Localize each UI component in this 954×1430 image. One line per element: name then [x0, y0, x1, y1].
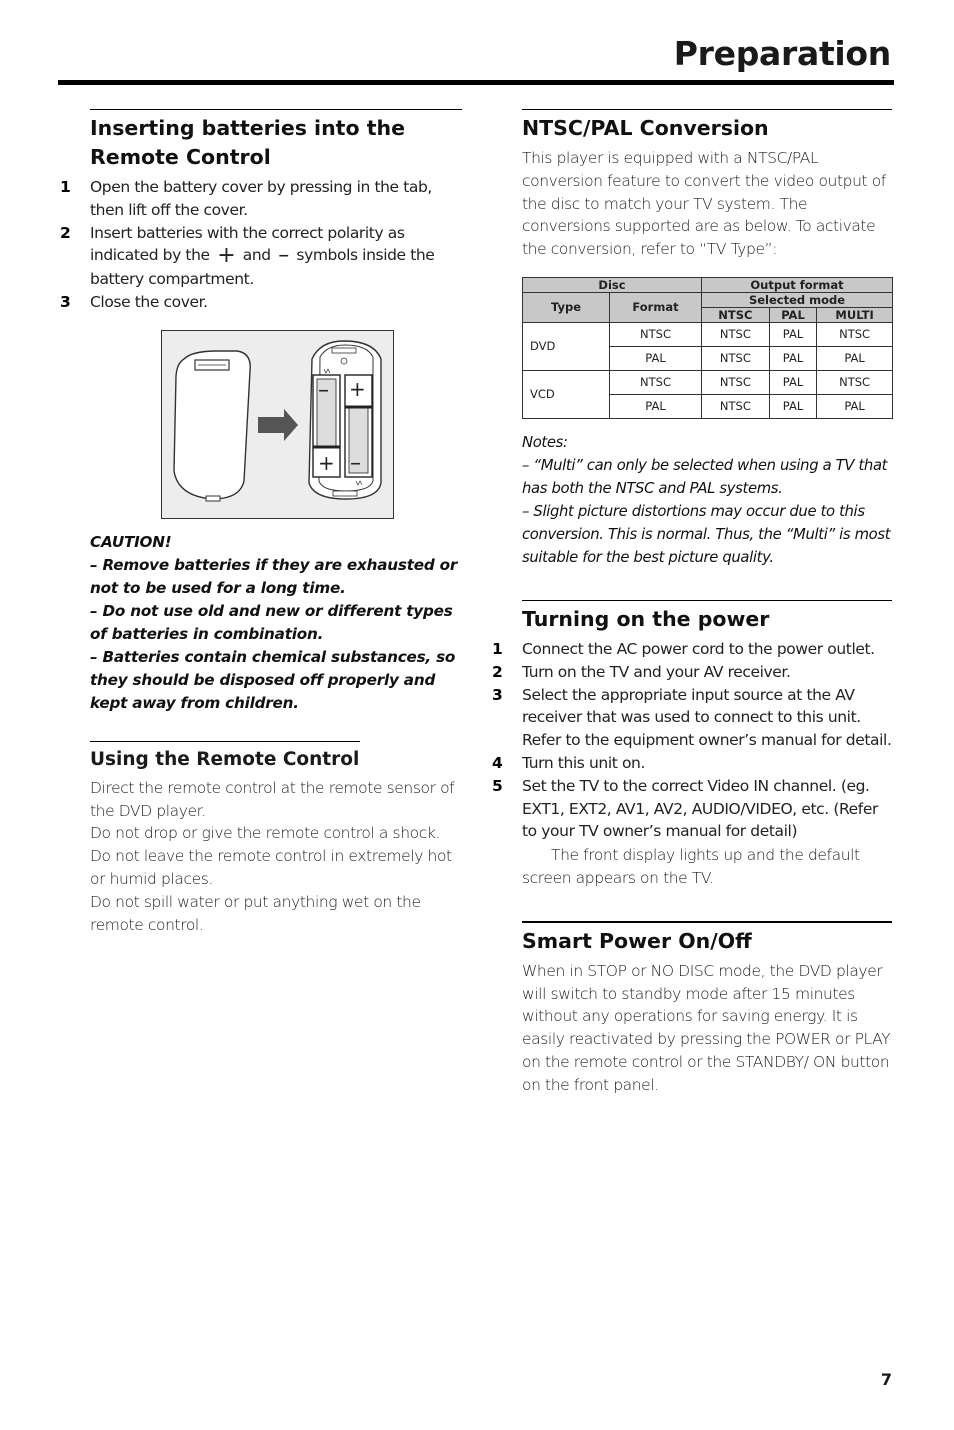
step-text: Turn this unit on.: [522, 753, 645, 772]
step-text: Insert batteries with the correct polarity as indicated by the: [90, 223, 405, 265]
note-item: – “Multi” can only be selected when using a TV that has both the NTSC and PAL systems.: [522, 456, 888, 497]
header-ntsc: NTSC: [702, 307, 770, 322]
section-power: [490, 600, 892, 890]
header-format: Format: [610, 292, 702, 322]
cell-multi: NTSC: [817, 322, 893, 346]
remote-battery-illustration-icon: [162, 331, 393, 518]
step-item: [490, 752, 892, 775]
table-row: [523, 370, 893, 394]
notes-block: [522, 431, 892, 569]
power-after-text: The front display lights up and the default screen appears on the TV.: [522, 846, 860, 887]
paragraph: Do not leave the remote control in extremely hot or humid places.: [90, 847, 452, 888]
paragraph: Do not spill water or put anything wet on the remote control.: [90, 892, 421, 934]
caution-item: – Remove batteries if they are exhausted or not to be used for a long time.: [90, 555, 458, 597]
battery-steps: [58, 176, 462, 314]
cell-pal: PAL: [769, 346, 816, 370]
caution-item: – Batteries contain chemical substances, so they should be disposed off properly and kept away from children.: [90, 647, 456, 712]
ntsc-intro: This player is equipped with a NTSC/PAL conversion feature to convert the video output of the disc to match your TV system. The conversions supported are as below. To activate the conversion, refer to “TV Type”:: [522, 149, 886, 259]
cell-type: VCD: [523, 370, 610, 418]
cell-ntsc: NTSC: [702, 394, 770, 418]
section-title-remote: Using the Remote Control: [90, 748, 360, 770]
step-number: 1: [60, 178, 71, 196]
step-text: symbols inside the battery compartment.: [90, 246, 435, 289]
section-rule: [90, 741, 360, 742]
step-number: 2: [492, 662, 503, 681]
notes-title: Notes:: [522, 433, 568, 451]
header-output-format: Output format: [702, 277, 893, 292]
step-number: 5: [492, 776, 503, 795]
step-text: Select the appropriate input source at the AV receiver that was used to connect to this unit. Refer to the equipment owner’s manual for detail.: [522, 685, 892, 750]
step-number: 4: [492, 753, 503, 772]
cell-pal: PAL: [769, 322, 816, 346]
step-item: [58, 176, 462, 222]
caution-block: [90, 531, 462, 715]
caution-title: CAUTION!: [90, 532, 172, 551]
step-text: Close the cover.: [90, 292, 208, 311]
section-rule: [90, 109, 462, 110]
cell-multi: NTSC: [817, 370, 893, 394]
step-text: Set the TV to the correct Video IN channel. (eg. EXT1, EXT2, AV1, AV2, AUDIO/VIDEO, etc. (Refer to your TV owner’s manual for detail): [522, 776, 878, 841]
cell-format: PAL: [610, 346, 702, 370]
header-type: Type: [523, 292, 610, 322]
section-rule: [522, 109, 892, 110]
cell-format: NTSC: [610, 322, 702, 346]
svg-text:+: +: [349, 376, 366, 401]
step-item: [490, 661, 892, 684]
step-number: 1: [492, 639, 503, 658]
step-text: Open the battery cover by pressing in the tab, then lift off the cover.: [90, 178, 432, 219]
plus-symbol: +: [217, 243, 236, 269]
paragraph: Do not drop or give the remote control a shock.: [90, 824, 440, 843]
svg-text:–: –: [318, 377, 329, 403]
cell-format: NTSC: [610, 370, 702, 394]
step-text: and: [242, 246, 271, 265]
step-item: [490, 638, 892, 661]
section-smart: [490, 921, 892, 1097]
table-row: [523, 322, 893, 346]
remote-body: [90, 777, 462, 937]
svg-text:–: –: [350, 450, 361, 476]
cell-pal: PAL: [769, 370, 816, 394]
section-title-power: Turning on the power: [522, 606, 770, 631]
page-title: Preparation: [673, 34, 891, 73]
section-rule: [522, 921, 892, 923]
conversion-table: [522, 277, 893, 419]
section-title-smart: Smart Power On/Off: [522, 928, 752, 953]
step-number: 2: [60, 223, 71, 242]
header-selected-mode: Selected mode: [702, 292, 893, 307]
page-number: 7: [880, 1370, 892, 1389]
cell-ntsc: NTSC: [702, 346, 770, 370]
section-rule: [522, 600, 892, 601]
paragraph: Direct the remote control at the remote sensor of the DVD player.: [90, 778, 455, 820]
left-column: [58, 109, 462, 936]
cell-type: DVD: [523, 322, 610, 370]
step-item: [490, 775, 892, 843]
right-column: [490, 109, 892, 1097]
section-title-ntsc: NTSC/PAL Conversion: [522, 116, 769, 140]
step-item: [58, 291, 462, 314]
section-batteries: [58, 109, 462, 715]
cell-multi: PAL: [817, 394, 893, 418]
step-number: 3: [492, 685, 503, 704]
step-number: 3: [60, 292, 71, 311]
section-remote: [58, 741, 462, 937]
step-item: [490, 684, 892, 752]
cell-ntsc: NTSC: [702, 322, 770, 346]
caution-item: – Do not use old and new or different types of batteries in combination.: [90, 601, 453, 643]
smart-body: When in STOP or NO DISC mode, the DVD player will switch to standby mode after 15 minutes without any operations for saving energy. It is easily reactivated by pressing the POWER or PLAY on the remote control or the STANDBY/ ON button on the front panel.: [522, 961, 891, 1094]
step-item: [58, 222, 462, 291]
step-text: Connect the AC power cord to the power outlet.: [522, 639, 875, 658]
minus-symbol: –: [278, 243, 289, 269]
step-text: Turn on the TV and your AV receiver.: [522, 662, 791, 681]
title-rule: [58, 80, 894, 85]
header-disc: Disc: [523, 277, 702, 292]
power-steps: [490, 638, 892, 843]
cell-ntsc: NTSC: [702, 370, 770, 394]
header-pal: PAL: [769, 307, 816, 322]
note-item: – Slight picture distortions may occur due to this conversion. This is normal. Thus, the “Multi” is most suitable for the best picture quality.: [522, 502, 891, 566]
svg-text:+: +: [318, 450, 335, 475]
cell-multi: PAL: [817, 346, 893, 370]
cell-format: PAL: [610, 394, 702, 418]
header-multi: MULTI: [817, 307, 893, 322]
remote-battery-figure: [161, 330, 394, 519]
section-title-batteries: Inserting batteries into the Remote Control: [90, 116, 405, 169]
section-ntsc: [490, 109, 892, 569]
cell-pal: PAL: [769, 394, 816, 418]
